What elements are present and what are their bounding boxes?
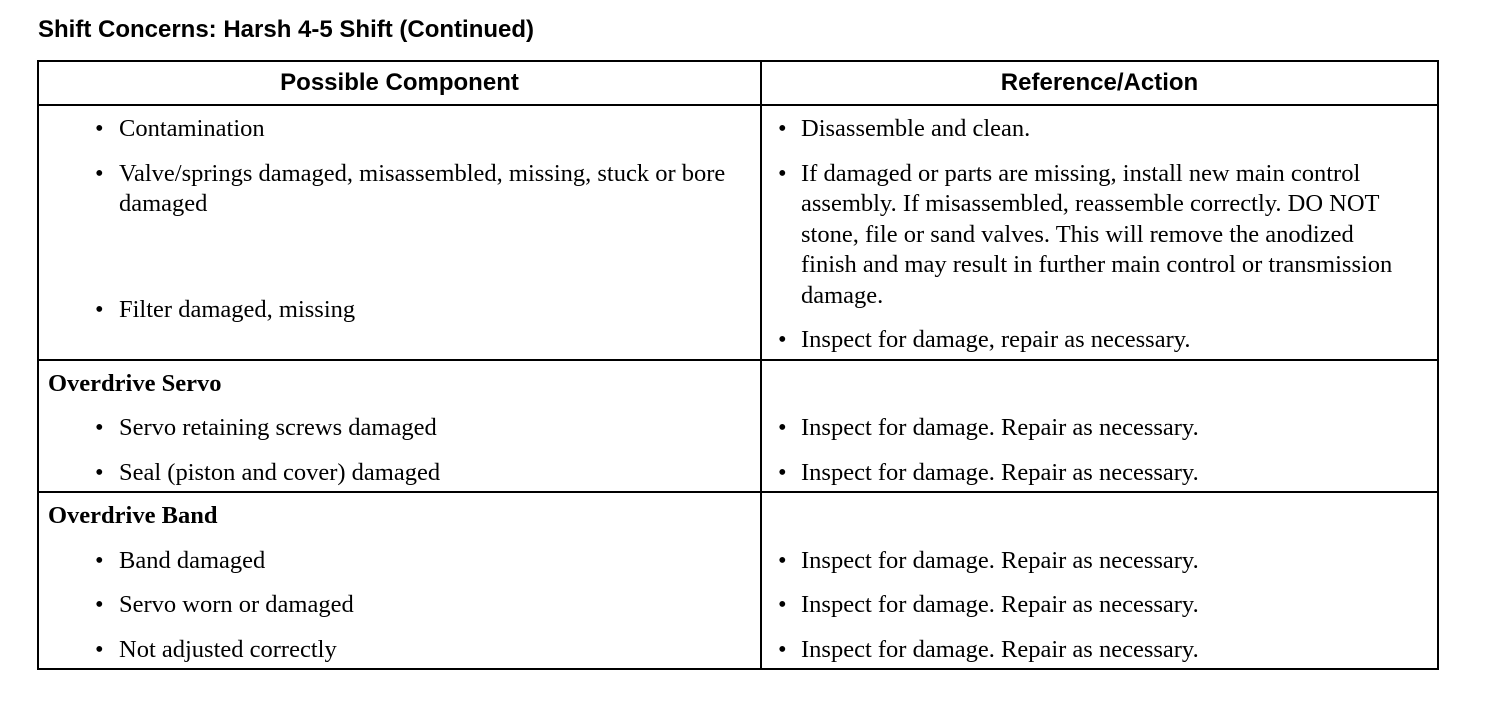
component-text: Filter damaged, missing [119, 295, 356, 323]
component-text: Valve/springs damaged, misassembled, missing, stuck or bore damaged [119, 159, 726, 217]
list-item [762, 635, 1437, 666]
page-title: Shift Concerns: Harsh 4-5 Shift (Continued) [38, 16, 535, 43]
bullet-icon: • [95, 414, 104, 441]
table-row [38, 492, 1438, 669]
component-cell [38, 360, 761, 493]
bullet-icon: • [778, 591, 787, 618]
bullet-icon: • [778, 326, 787, 353]
action-text: Inspect for damage. Repair as necessary. [801, 546, 1199, 574]
list-item [39, 295, 760, 326]
list-item [762, 590, 1437, 621]
list-item [762, 325, 1437, 356]
bullet-icon: • [95, 635, 104, 663]
bullet-icon: • [778, 414, 787, 441]
action-text: Inspect for damage. Repair as necessary. [801, 635, 1199, 663]
component-text: Band damaged [119, 546, 266, 574]
bullet-icon: • [778, 458, 787, 486]
bullet-icon: • [95, 591, 104, 618]
concerns-table [37, 60, 1439, 670]
table-row [38, 360, 1438, 493]
list-item [762, 114, 1437, 145]
bullet-icon: • [778, 115, 787, 142]
list-item [762, 546, 1437, 577]
action-text: If damaged or parts are missing, install new main control assembly. If misassembled, reassemble correctly. DO NOT stone, file or sand valves. This will remove the anodized finish and may result in further main control or transmission damage. [801, 159, 1393, 309]
action-text: Inspect for damage. Repair as necessary. [801, 591, 1199, 618]
bullet-icon: • [778, 159, 787, 187]
list-item [39, 159, 760, 281]
bullet-icon: • [95, 115, 104, 142]
action-cell [761, 360, 1438, 493]
component-text: Servo retaining screws damaged [119, 414, 437, 441]
component-text: Not adjusted correctly [119, 635, 337, 663]
action-text: Disassemble and clean. [801, 115, 1031, 142]
action-cell [761, 105, 1438, 360]
component-cell [38, 105, 761, 360]
bullet-icon: • [95, 458, 104, 486]
action-cell [761, 492, 1438, 669]
component-text: Servo worn or damaged [119, 591, 354, 618]
action-text: Inspect for damage. Repair as necessary. [801, 458, 1199, 486]
bullet-icon: • [95, 159, 104, 187]
header-reference-action: Reference/Action [761, 61, 1438, 105]
component-text: Seal (piston and cover) damaged [119, 458, 441, 486]
component-cell [38, 492, 761, 669]
bullet-icon: • [95, 295, 104, 323]
action-text: Inspect for damage. Repair as necessary. [801, 414, 1199, 441]
bullet-icon: • [95, 546, 104, 574]
list-item [762, 458, 1437, 489]
header-row [38, 61, 1438, 105]
list-item [39, 114, 760, 145]
list-item [39, 413, 760, 444]
group-heading: Overdrive Servo [48, 369, 222, 397]
action-text: Inspect for damage, repair as necessary. [801, 326, 1191, 353]
header-possible-component: Possible Component [38, 61, 761, 105]
bullet-icon: • [778, 546, 787, 574]
list-item [762, 159, 1437, 312]
list-item [762, 413, 1437, 444]
bullet-icon: • [778, 635, 787, 663]
list-item [39, 458, 760, 489]
group-heading: Overdrive Band [48, 502, 218, 529]
component-text: Contamination [119, 115, 265, 142]
list-item [39, 635, 760, 666]
list-item [39, 590, 760, 621]
table-row [38, 105, 1438, 360]
list-item [39, 546, 760, 577]
